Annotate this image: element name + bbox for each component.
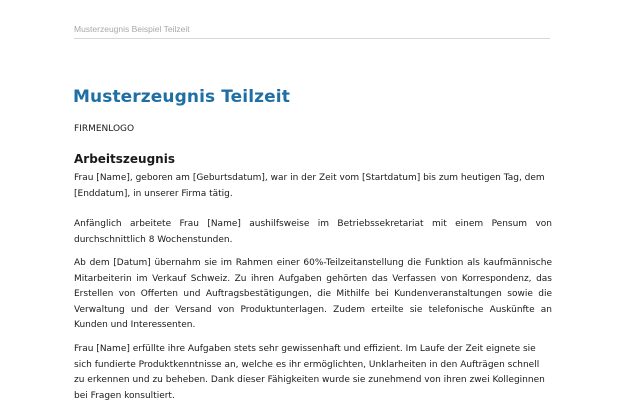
document-title: Musterzeugnis Teilzeit <box>73 87 290 107</box>
paragraph-initial-role: Anfänglich arbeitete Frau [Name] aushilfsweise im Betriebssekretariat mit einem Pensum von durchschnittlich 8 Wochenstunden. <box>74 219 552 245</box>
running-header: Musterzeugnis Beispiel Teilzeit <box>74 24 190 34</box>
paragraph-performance: Frau [Name] erfüllte ihre Aufgaben stets sehr gewissenhaft und effizient. Im Laufe der Zeit eignete sie sich fundierte Produktkenntnisse an, welche es ihr ermöglichten, Unklarheiten in den Aufträgen schnell zu erkennen und zu beheben. Dank dieser Fähigkeiten wurde sie zunehmend von ihren zwei Kolleginnen bei Fragen konsultiert. <box>74 344 545 401</box>
paragraph-employment-period: Frau [Name], geboren am [Geburtsdatum], war in der Zeit vom [Startdatum] bis zum heutigen Tag, dem [Enddatum], in unserer Firma tätig. <box>74 173 545 199</box>
section-heading: Arbeitszeugnis <box>74 152 175 166</box>
paragraph-duties: Ab dem [Datum] übernahm sie im Rahmen einer 60%-Teilzeitanstellung die Funktion als kaufmännische Mitarbeiterin im Verkauf Schweiz. Zu ihren Aufgaben gehörten das Verfassen von Korrespondenz, das Erstellen von Offerten und Auftragsbestätigungen, die Mithilfe bei Kundenveranstaltungen sowie die Verwaltung und der Versand von Produktunterlagen. Zudem erteilte sie telefonische Auskünfte an Kunden und Interessenten. <box>74 258 552 330</box>
company-logo-placeholder: FIRMENLOGO <box>74 124 135 134</box>
header-divider <box>74 38 550 39</box>
